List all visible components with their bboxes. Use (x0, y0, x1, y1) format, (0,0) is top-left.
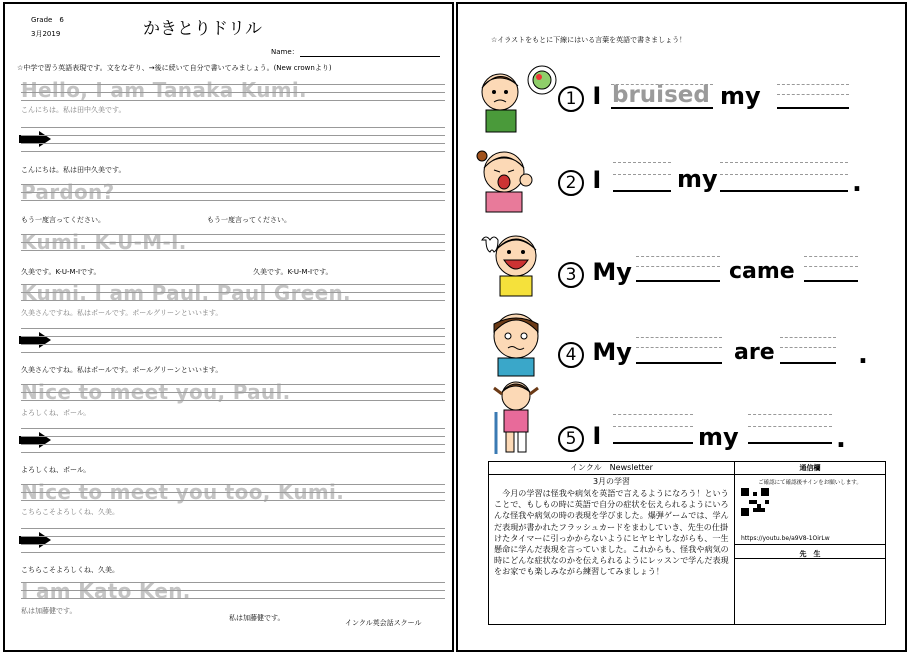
blank-5b (748, 442, 832, 444)
item-1-word-2: my (720, 82, 761, 110)
item-3-word-1: My (592, 258, 632, 286)
jp-line-6b: こちらこそよろしくね、久美。 (21, 566, 119, 574)
jp-line-2a: もう一度言ってください。 (21, 216, 105, 224)
boy-bruise-illustration (476, 64, 564, 134)
girl-crying-illustration (476, 142, 538, 214)
trace-lines-1 (21, 84, 445, 101)
newsletter-title: インクル Newsletter (489, 462, 734, 475)
girl-crutch-illustration (488, 378, 544, 456)
trace-lines-7 (21, 582, 445, 599)
trace-sentence-3: Kumi. K-U-M-I. (21, 230, 187, 254)
contact-box (734, 461, 886, 625)
jp-line-3a: 久美です。K-U-M-Iです。 (21, 268, 101, 276)
left-page (3, 2, 454, 652)
item-4-word-2: are (734, 340, 775, 365)
item-number-4: 4 (558, 342, 584, 368)
trace-sentence-7: I am Kato Ken. (21, 579, 191, 603)
contact-title: 通信欄 (735, 462, 885, 475)
newsletter-box (488, 461, 735, 625)
right-instruction: ☆イラストをもとに下線にはいる言葉を英語で書きましょう！ (491, 36, 687, 44)
trace-lines-6 (21, 484, 445, 501)
item-4-period: . (858, 340, 868, 370)
trace-sentence-4: Kumi. I am Paul. Paul Green. (21, 281, 351, 305)
blank-1b (777, 107, 849, 109)
trace-lines-5 (21, 384, 445, 401)
item-4-word-1: My (592, 338, 632, 366)
school-footer: インクル英会話スクール (345, 619, 422, 627)
trace-sentence-1: Hello, I am Tanaka Kumi. (21, 78, 307, 102)
item-2-word-1: I (592, 166, 602, 194)
blank-2a (613, 190, 671, 192)
newsletter-subtitle: 3月の学習 (592, 477, 631, 486)
jp-line-6a: こちらこそよろしくね、久美。 (21, 508, 119, 516)
trace-sentence-6: Nice to meet you too, Kumi. (21, 480, 345, 504)
exercise-2 (558, 166, 601, 196)
write-lines-1 (21, 127, 445, 152)
blank-1a (611, 107, 713, 109)
jp-line-4b: 久美さんですね。私はポールです。ポールグリーンといいます。 (21, 366, 223, 374)
item-2-word-2: my (677, 165, 718, 193)
item-5-word-1: I (592, 422, 602, 450)
grade-label: Grade 6 (31, 16, 64, 24)
item-number-5: 5 (558, 426, 584, 452)
jp-line-7a: 私は加藤健です。 (21, 607, 77, 615)
teacher-sign-row (735, 558, 885, 559)
date-label: 3月2019 (31, 30, 61, 38)
jp-line-1b: こんにちは。私は田中久美です。 (21, 166, 126, 174)
qr-code-icon (741, 488, 769, 516)
blank-3a (636, 280, 720, 282)
blank-2b (720, 190, 848, 192)
trace-sentence-2: Pardon? (21, 180, 115, 204)
right-page (456, 2, 907, 652)
item-5-word-2: my (698, 423, 739, 451)
blank-3b (804, 280, 858, 282)
exercise-5 (558, 422, 601, 452)
trace-sentence-5: Nice to meet you, Paul. (21, 380, 291, 404)
contact-note: ご確認にて確認後サインをお願いします。 (758, 480, 862, 486)
exercise-1 (558, 82, 601, 112)
boy-sick-illustration (488, 306, 548, 378)
trace-lines-2 (21, 184, 445, 201)
blank-4a (636, 362, 722, 364)
item-1-word-1: I (592, 82, 602, 110)
write-lines-6 (21, 528, 445, 553)
item-2-period: . (852, 168, 862, 198)
item-number-2: 2 (558, 170, 584, 196)
blank-4b (780, 362, 836, 364)
item-number-1: 1 (558, 86, 584, 112)
jp-line-5b: よろしくね、ポール。 (21, 466, 91, 474)
page-title: かきとりドリル (143, 19, 262, 39)
write-lines-5 (21, 428, 445, 453)
trace-lines-3 (21, 234, 445, 251)
item-3-word-2: came (729, 259, 795, 284)
contact-url[interactable]: https://youtu.be/a9V8-1OirLw (741, 535, 830, 542)
name-underline (300, 56, 440, 57)
jp-line-2b: もう一度言ってください。 (207, 216, 291, 224)
trace-lines-4 (21, 284, 445, 301)
boy-tooth-illustration (476, 228, 546, 298)
item-1-trace-word: bruised (612, 82, 710, 108)
jp-line-5a: よろしくね、ポール。 (21, 409, 91, 417)
newsletter-body: 今月の学習は怪我や病気を英語で言えるようになろう！ということで、もしもの時に英語で自分の症状を伝えられるようにいろんな怪我や病気の時の表現を学びました。爆弾ゲームでは、学んだ表現が書かれたフラッシュカードをまわしていき、先生の仕掛けたタイマーに引っかからないようにヒヤヒヤしながらも、一生懸命に学んだ表現を言っていました。これからも、怪我や病気の時にどんな症状なのかを伝えられるようにレッスンで学んだ表現をお家でも楽しみながら練習してみましょう！ (494, 488, 729, 577)
blank-5a (613, 442, 693, 444)
exercise-3 (558, 258, 632, 288)
teacher-label: 先 生 (735, 544, 885, 559)
write-lines-4 (21, 328, 445, 353)
exercise-4 (558, 338, 632, 368)
item-number-3: 3 (558, 262, 584, 288)
jp-line-1a: こんにちは。私は田中久美です。 (21, 106, 126, 114)
jp-line-4a: 久美さんですね。私はポールです。ポールグリーンといいます。 (21, 309, 223, 317)
item-5-period: . (836, 424, 846, 454)
jp-line-3b: 久美です。K-U-M-Iです。 (253, 268, 333, 276)
jp-line-7b: 私は加藤健です。 (229, 614, 285, 622)
instruction: ☆中学で習う英語表現です。文をなぞり、→後に続いて自分で書いてみましょう。(New crownより) (17, 64, 332, 72)
name-label: Name： (271, 48, 299, 56)
